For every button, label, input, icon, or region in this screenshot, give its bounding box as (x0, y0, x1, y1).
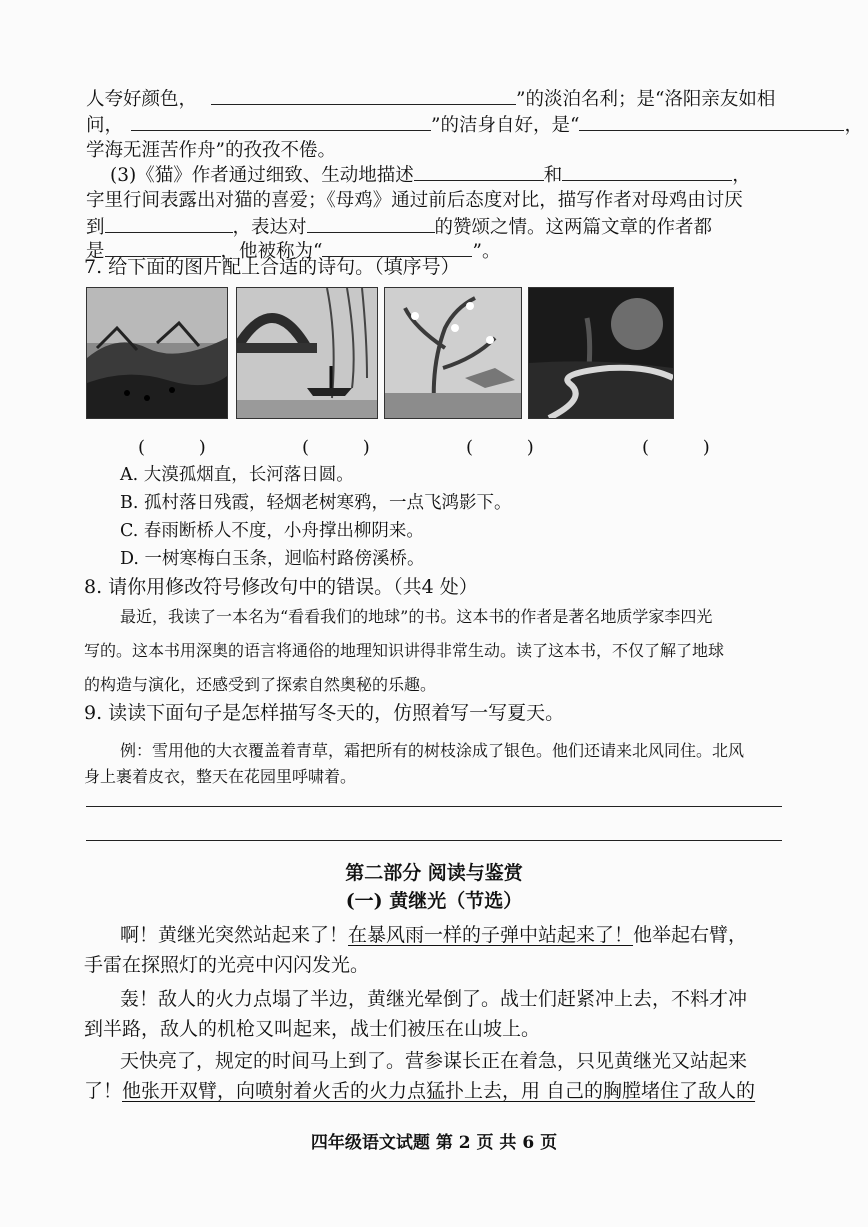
answer-blank[interactable] (307, 214, 435, 233)
q8-text-line-1: 最近，我读了一本名为“看看我们的地球”的书。这本书的作者是著名地质学家李四光 (120, 607, 713, 626)
text: ”的淡泊名利；是“洛阳亲友如相 (516, 89, 776, 110)
text: ”。 (472, 241, 501, 262)
text: ”的洁身自好，是“ (431, 115, 580, 136)
q7-pictures (86, 287, 686, 421)
text: 他举起右臂， (633, 924, 748, 946)
q9-title: 9. 读读下面句子是怎样描写冬天的，仿照着写一写夏天。 (84, 702, 565, 724)
picture-bridge-boat (236, 287, 378, 419)
section-title: 第二部分 阅读与鉴赏 (345, 862, 523, 884)
text: 字里行间表露出对猫的喜爱；《母鸡》通过前后态度对比，描写作者对母鸡由讨厌 (86, 190, 743, 211)
text: 人夸好颜色， (86, 89, 198, 110)
q7-option-b: B. 孤村落日残霞，轻烟老树寒鸦，一点飞鸿影下。 (120, 493, 512, 513)
answer-blank[interactable] (579, 112, 844, 131)
q7-option-c: C. 春雨断桥人不度，小舟撑出柳阴来。 (120, 521, 424, 541)
underlined-text: 在暴风雨一样的子弹中站起来了！ (348, 924, 634, 946)
text: (3)《猫》作者通过细致、生动地描述 (110, 165, 414, 186)
text: 学海无涯苦作舟”的孜孜不倦。 (86, 140, 336, 161)
text: 了！ (84, 1080, 123, 1102)
text: ， (732, 165, 751, 186)
writing-line-2[interactable] (86, 840, 782, 841)
q6-line-2 (86, 112, 863, 139)
answer-blank[interactable] (562, 162, 732, 181)
q6-line-6 (86, 214, 786, 241)
writing-line-1[interactable] (86, 806, 782, 807)
text: ，他被称为“ (220, 241, 323, 262)
passage-line-3: 轰！敌人的火力点塌了半边，黄继光晕倒了。战士们赶紧冲上去，不料才冲 (120, 988, 748, 1010)
answer-paren-4[interactable]: ( ) (642, 437, 734, 458)
answer-blank[interactable] (414, 162, 544, 181)
text: 啊！黄继光突然站起来了！ (120, 924, 349, 946)
q9-example-line-2: 身上裹着皮衣，整天在花园里呼啸着。 (84, 767, 357, 786)
q8-text-line-2: 写的。这本书用深奥的语言将通俗的地理知识讲得非常生动。读了这本书，不仅了解了地球 (84, 641, 725, 660)
passage-line-1 (120, 922, 786, 948)
answer-blank[interactable] (211, 86, 516, 105)
answer-paren-1[interactable]: ( ) (138, 437, 230, 458)
q8-text-line-3: 的构造与演化，还感受到了探索自然奥秘的乐趣。 (84, 675, 437, 694)
answer-paren-3[interactable]: ( ) (466, 437, 558, 458)
q7-option-a: A. 大漠孤烟直，长河落日圆。 (120, 465, 354, 485)
q6-line-1 (86, 86, 786, 113)
text: 问， (86, 115, 124, 136)
passage-line-6 (84, 1078, 786, 1104)
text: 和 (543, 165, 563, 186)
q6-line-4 (110, 162, 786, 189)
text: 的赞颂之情。这两篇文章的作者都 (434, 217, 713, 238)
text: ， (844, 115, 863, 136)
picture-village-crows (86, 287, 228, 419)
answer-blank[interactable] (105, 214, 233, 233)
passage-line-5: 天快亮了，规定的时间马上到了。营参谋长正在着急，只见黄继光又站起来 (120, 1050, 748, 1072)
answer-paren-2[interactable]: ( ) (302, 437, 394, 458)
q6-line-3 (86, 138, 786, 164)
page-footer: 四年级语文试题 第 2 页 共 6 页 (310, 1133, 558, 1153)
text: ，表达对 (232, 217, 307, 238)
answer-blank[interactable] (131, 112, 431, 131)
q7-title: 7. 给下面的图片配上合适的诗句。（填序号） (84, 256, 460, 278)
picture-desert-sunset (528, 287, 674, 419)
picture-plum-tree (384, 287, 522, 419)
text: 到 (86, 217, 105, 238)
underlined-text: 他张开双臂，向喷射着火舌的火力点猛扑上去，用 自己的胸膛堵住了敌人的 (122, 1080, 756, 1102)
q6-line-5 (86, 188, 786, 214)
q8-title: 8. 请你用修改符号修改句中的错误。（共4 处） (84, 576, 478, 598)
passage-line-4: 到半路，敌人的机枪又叫起来，战士们被压在山坡上。 (84, 1018, 541, 1040)
q7-option-d: D. 一树寒梅白玉条，迥临村路傍溪桥。 (120, 549, 425, 569)
passage-title: (一) 黄继光（节选） (345, 890, 523, 912)
passage-line-2: 手雷在探照灯的光亮中闪闪发光。 (84, 954, 370, 976)
q9-example-line-1: 例：雪用他的大衣覆盖着青草，霜把所有的树枝涂成了银色。他们还请来北风同住。北风 (120, 741, 745, 760)
text: 是 (86, 241, 105, 262)
